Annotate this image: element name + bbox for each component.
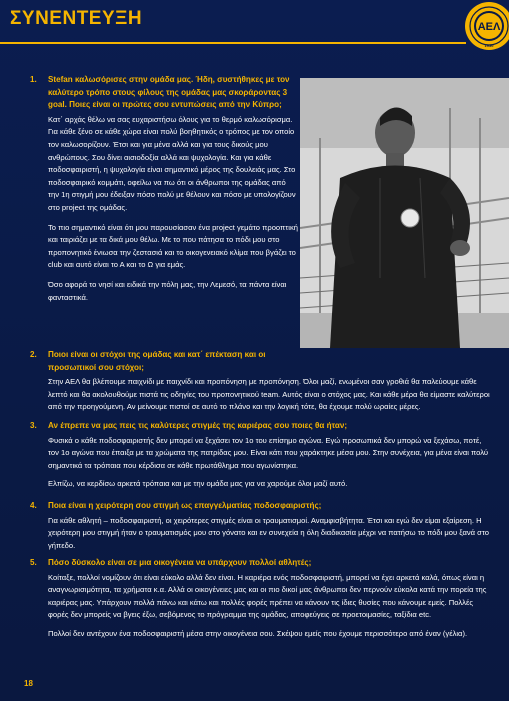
question-5-number: 5. xyxy=(30,558,37,567)
question-5-text: Πόσο δύσκολο είναι σε μια οικογένεια να υπάρχουν πολλοί αθλητές; xyxy=(48,558,312,567)
answer-1-paragraph-2: Το πιο σημαντικό είναι ότι μου παρουσίασαν ένα project γεμάτο προοπτική και ταιριάζει με τα δικά μου θέλω. Με το που πάτησα το πόδι μου στο προπονητικό ένιωσα την ζεστασιά και το οικογενειακό κλίμα που βγάζει το club και αυτό είναι το Α και το Ω για εμάς. xyxy=(48,222,298,270)
crest-letters: ΑΕΛ xyxy=(477,21,501,33)
question-1-block xyxy=(30,74,298,304)
club-crest-logo xyxy=(462,0,509,56)
answer-5-paragraph-1: Κοίταξε, πολλοί νομίζουν ότι είναι εύκολο αλλά δεν είναι. Η καριέρα ενός ποδοσφαιριστή, μπορεί να έχει αρκετά καλά, όπως είναι η αναγνωρισιμότητα, τα χρήματα κ.α. Αλλά οι οικογένειες μας και οι πιο δικοί μας άνθρωποι δεν περνούν εύκολα κατά την πορεία της καριέρας μας. Υπάρχουν πολλά πάνω και κάτω και πολλές φορές πρέπει να κάνουν τις ίδιες θυσίες που κάνουμε εμείς. Πολλές φορές δεν μπορείς να βγεις έξω, σεβόμενος το πρόγραμμα της ομάδας, αποφεύγεις σε προετοιμασίες, ταξίδια etc. xyxy=(48,572,487,620)
question-5 xyxy=(30,557,492,570)
page-title: ΣΥΝΕΝΤΕΥΞΗ xyxy=(10,8,143,29)
question-2-number: 2. xyxy=(30,350,37,359)
question-3 xyxy=(30,420,492,433)
page-header xyxy=(0,0,509,48)
question-1 xyxy=(30,74,298,112)
answer-2: Στην ΑΕΛ θα βλέπουμε παιχνίδι με παιχνίδι και προπόνηση με προπόνηση. Όλοι μαζί, ενωμένοι σαν γροθιά θα παλεύουμε κάθε λεπτό και θα ακολουθούμε πιστά τις οδηγίες του προπονητικού team. Αυτός είναι ο στόχος μας. Και κάθε μέρα θα είμαστε καλύτεροι από την προηγούμενη. Αν μείνουμε πιστοί σε αυτό το πλάνο και την λογική τότε, θα έχουμε πολύ ωραίες μέρες. xyxy=(48,377,490,412)
question-3-text: Αν έπρεπε να μας πεις τις καλύτερες στιγμές της καριέρας σου ποιες θα ήταν; xyxy=(48,421,348,430)
answer-3-paragraph-1: Φυσικά ο κάθε ποδοσφαιριστής δεν μπορεί να ξεχάσει τον 1ο του επίσημο αγώνα. Εγώ προσωπικά δεν μπορώ να ξεχάσω, πoτέ, τον 1ο αγώνα που έπαιξα με τα χρώματα της πατρίδας μου. Είναι κάτι που χαράκτηκε μέσα μου. Στην συνέχεια, για μένα είναι πολύ σημαντικά τα τρόπαια που κέρδισα σε κάθε πρωτάθλημα που αγωνίστηκα. xyxy=(48,435,489,470)
question-2-block xyxy=(30,349,492,414)
answer-3-paragraph-2: Ελπίζω, να κερδίσω αρκετά τρόπαια και με την ομάδα μας για να χαρούμε όλοι μαζί αυτό. xyxy=(48,479,348,489)
question-3-block xyxy=(30,420,492,491)
question-4-block xyxy=(30,500,492,552)
question-2 xyxy=(30,349,492,374)
question-5-block xyxy=(30,557,492,641)
player-photo xyxy=(300,78,509,348)
page-number: 18 xyxy=(24,679,33,688)
question-4-text: Ποια είναι η χειρότερη σου στιγμή ως επαγγελματίας ποδοσφαιριστής; xyxy=(48,501,322,510)
answer-5-paragraph-2: Πολλοί δεν αντέχουν ένα ποδοσφαιριστή μέσα στην οικογένεια σου. Σκέψου εμείς που έχουμε περισσότερο από έναν (γέλια). xyxy=(48,628,468,638)
question-1-number: 1. xyxy=(30,75,37,84)
answer-1-paragraph-3: Όσο αφορά το νησί και ειδικά την πόλη μας, την Λεμεσό, τα πάντα είναι φανταστικά. xyxy=(48,279,287,302)
question-1-text: Stefan καλωσόρισες στην ομάδα μας. Ήδη, συστήθηκες με τον καλύτερο τρόπο στους φίλους της ομάδας μας σκοράροντας 3 goal. Ποιες είναι οι πρώτες σου εντυπώσεις από την Κύπρο; xyxy=(48,75,290,110)
answer-4: Για κάθε αθλητή – ποδοσφαιριστή, οι χειρότερες στιγμές είναι οι τραυματισμοί. Αναμφισβήτητα. Έτσι και εγώ δεν είμαι εξαίρεση. Η χειρότερη μου στιγμή ήταν ο τραυματισμός μου στο γόνατο και εν συνεχεία η όλη διαδικασία μέχρι να πατήσω το πόδι μου ξανά στο γήπεδο. xyxy=(48,515,489,550)
player-photo-image xyxy=(300,78,509,348)
question-4-number: 4. xyxy=(30,501,37,510)
crest-year: 1930 xyxy=(484,43,494,48)
question-2-text: Ποιοι είναι οι στόχοι της ομάδας και κατ΄ επέκταση και οι προσωπικοί σου στόχοι; xyxy=(48,350,266,372)
question-4 xyxy=(30,500,492,513)
answer-1-paragraph-1: Κατ΄ αρχάς θέλω να σας ευχαριστήσω όλους για το θερμό καλωσόρισμα. Για κάθε ξένο σε κάθε χώρα είναι πολύ βοηθητικός ο τρόπος με τον οποίο τον καλωσορίζουν. Έτσι και για μένα αλλά και για τους δικούς μου ανθρώπους. Σου δίνει αισιοδοξία αλλά και ψυχολογία. Και για κάθε ποδοσφαιριστή, η ψυχολογία είναι σημαντικό μέρος της δουλειάς μας. Στο ποδοσφαιρικό κομμάτι, οφείλω να πω ότι οι άνθρωποι της ομάδας από την 1η στιγμή μου έδειξαν πόσο πολύ με θέλουν και πόσο με υπολογίζουν στο project της ομάδας. xyxy=(48,114,296,212)
header-rule xyxy=(0,42,466,44)
question-3-number: 3. xyxy=(30,421,37,430)
